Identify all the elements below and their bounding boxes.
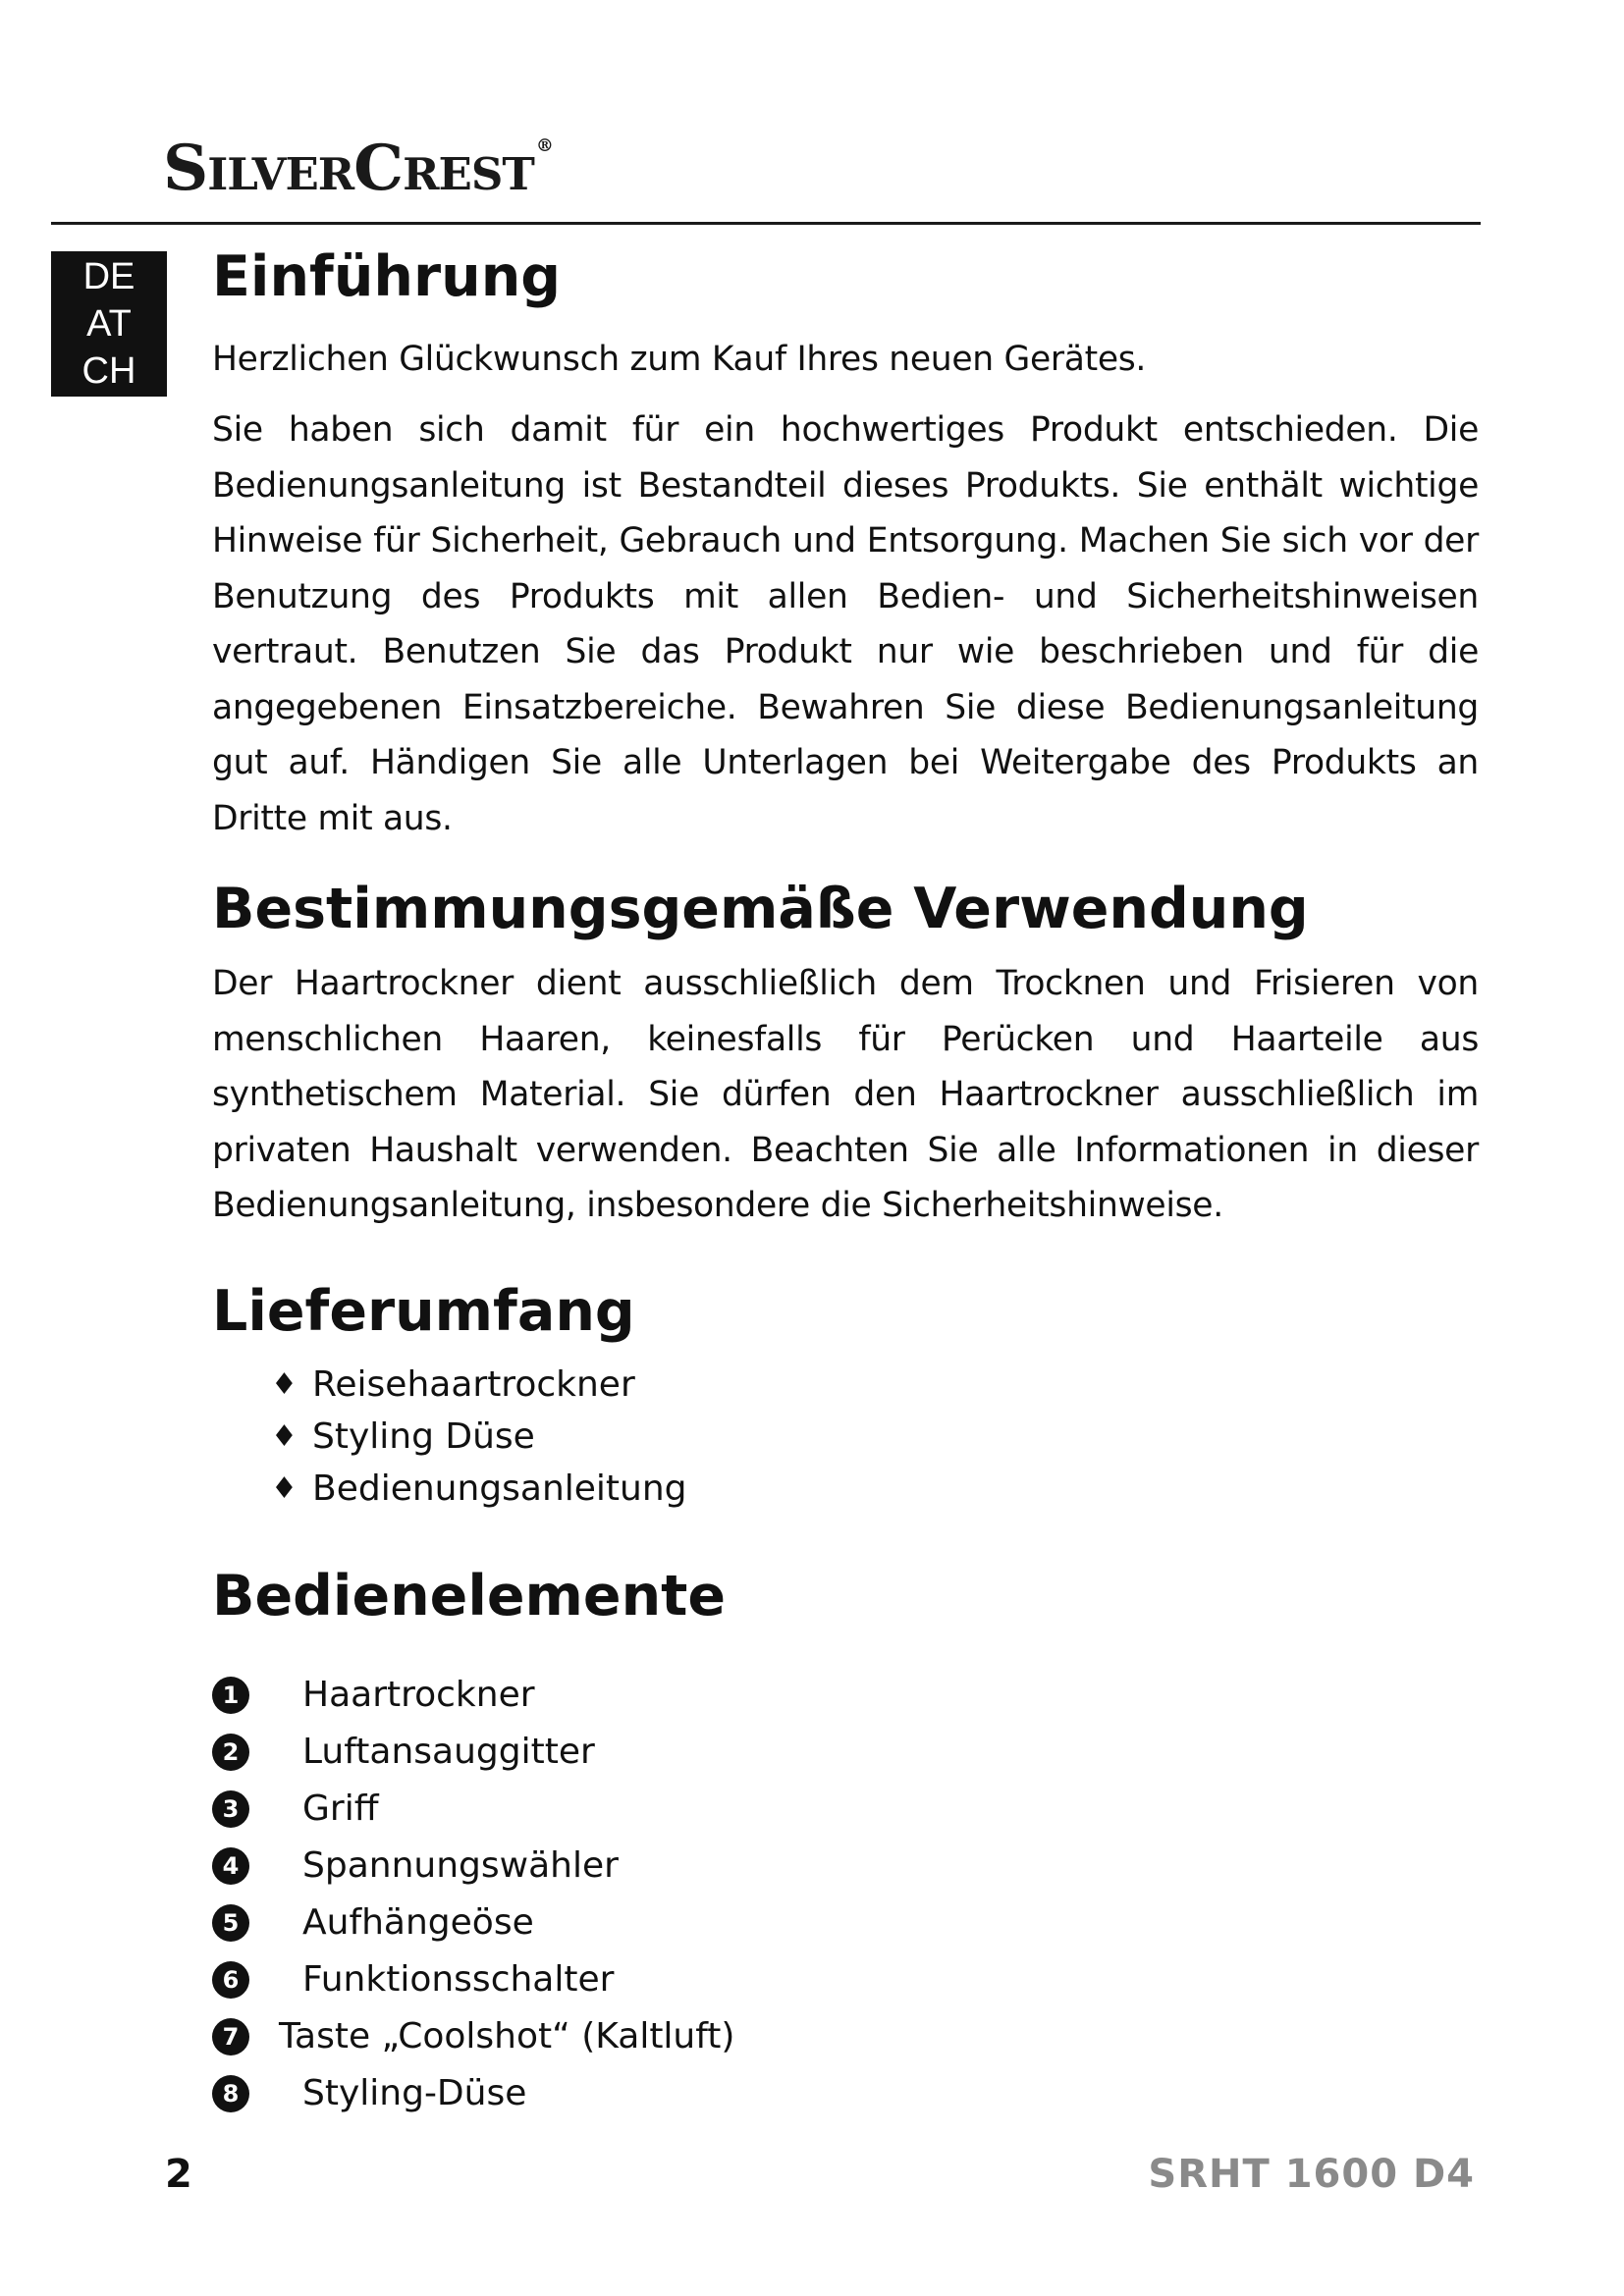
model-number: SRHT 1600 D4 — [1148, 2152, 1475, 2197]
control-label: Griff — [302, 1789, 379, 1829]
list-item — [212, 1724, 734, 1781]
header-rule — [51, 222, 1481, 225]
page-number: 2 — [165, 2152, 192, 2197]
list-item — [271, 1411, 687, 1463]
intro-lead: Herzlichen Glückwunsch zum Kauf Ihres neuen Gerätes. — [212, 340, 1147, 379]
scope-list — [271, 1359, 687, 1515]
list-item-label: Bedienungsanleitung — [312, 1468, 687, 1509]
language-code: DE — [82, 256, 135, 297]
number-badge-icon: 6 — [212, 1961, 249, 1999]
control-label: Funktionsschalter — [302, 1959, 615, 2000]
list-item — [212, 2065, 734, 2122]
intro-body: Sie haben sich damit für ein hochwertiges Produkt entschieden. Die Bedienungsanleitung ist Bestandteil dieses Produkts. Sie enthält wichtige Hinweise für Sicherheit, Gebrauch und Entsorgung. Machen Sie sich vor der Benutzung des Produkts mit allen Bedien- und Sicherheitshinweisen vertraut. Benutzen Sie das Produkt nur wie beschrieben und für die angegebenen Einsatzbereiche. Bewahren Sie diese Bedienungsanleitung gut auf. Händigen Sie alle Unterlagen bei Weitergabe des Produkts an Dritte mit aus. — [212, 410, 1479, 838]
number-badge-icon: 5 — [212, 1904, 249, 1942]
brand-logo — [163, 132, 553, 205]
controls-list — [212, 1667, 734, 2122]
language-code: AT — [86, 303, 132, 345]
control-label: Spannungswähler — [302, 1845, 619, 1886]
list-item — [212, 2008, 734, 2065]
list-item — [271, 1359, 687, 1411]
section-title-scope: Lieferumfang — [212, 1279, 635, 1344]
diamond-bullet-icon: ♦ — [271, 1471, 298, 1506]
control-label: Aufhängeöse — [302, 1902, 534, 1943]
intended-use-body: Der Haartrockner dient ausschließlich dem Trocknen und Frisieren von menschlichen Haaren, keinesfalls für Perücken und Haarteile aus synthetischem Material. Sie dürfen den Haartrockner ausschließlich im privaten Haushalt verwenden. Beachten Sie alle Informationen in dieser Bedienungsanleitung, insbesondere die Sicherheitshinweise. — [212, 964, 1479, 1225]
number-badge-icon: 2 — [212, 1734, 249, 1771]
list-item — [212, 1781, 734, 1838]
control-label: Haartrockner — [302, 1675, 535, 1715]
list-item — [212, 1895, 734, 1951]
list-item-label: Styling Düse — [312, 1416, 535, 1457]
brand-name: SilverCrest — [163, 132, 534, 205]
number-badge-icon: 8 — [212, 2075, 249, 2112]
number-badge-icon: 1 — [212, 1677, 249, 1714]
section-title-controls: Bedienelemente — [212, 1564, 727, 1629]
diamond-bullet-icon: ♦ — [271, 1419, 298, 1454]
number-badge-icon: 4 — [212, 1847, 249, 1885]
list-item — [212, 1838, 734, 1895]
control-label: Luftansauggitter — [302, 1732, 595, 1772]
number-badge-icon: 3 — [212, 1790, 249, 1828]
list-item-label: Reisehaartrockner — [312, 1364, 635, 1405]
control-label: Styling-Düse — [302, 2073, 527, 2113]
list-item — [212, 1951, 734, 2008]
language-code: CH — [81, 350, 136, 392]
registered-mark: ® — [535, 135, 553, 156]
list-item — [271, 1463, 687, 1515]
number-badge-icon: 7 — [212, 2018, 249, 2056]
section-title-intro: Einführung — [212, 244, 562, 309]
diamond-bullet-icon: ♦ — [271, 1367, 298, 1402]
list-item — [212, 1667, 734, 1724]
section-title-intended-use: Bestimmungsgemäße Verwendung — [212, 877, 1309, 941]
control-label: Taste „Coolshot“ (Kaltluft) — [279, 2016, 735, 2056]
language-tab — [51, 251, 167, 397]
